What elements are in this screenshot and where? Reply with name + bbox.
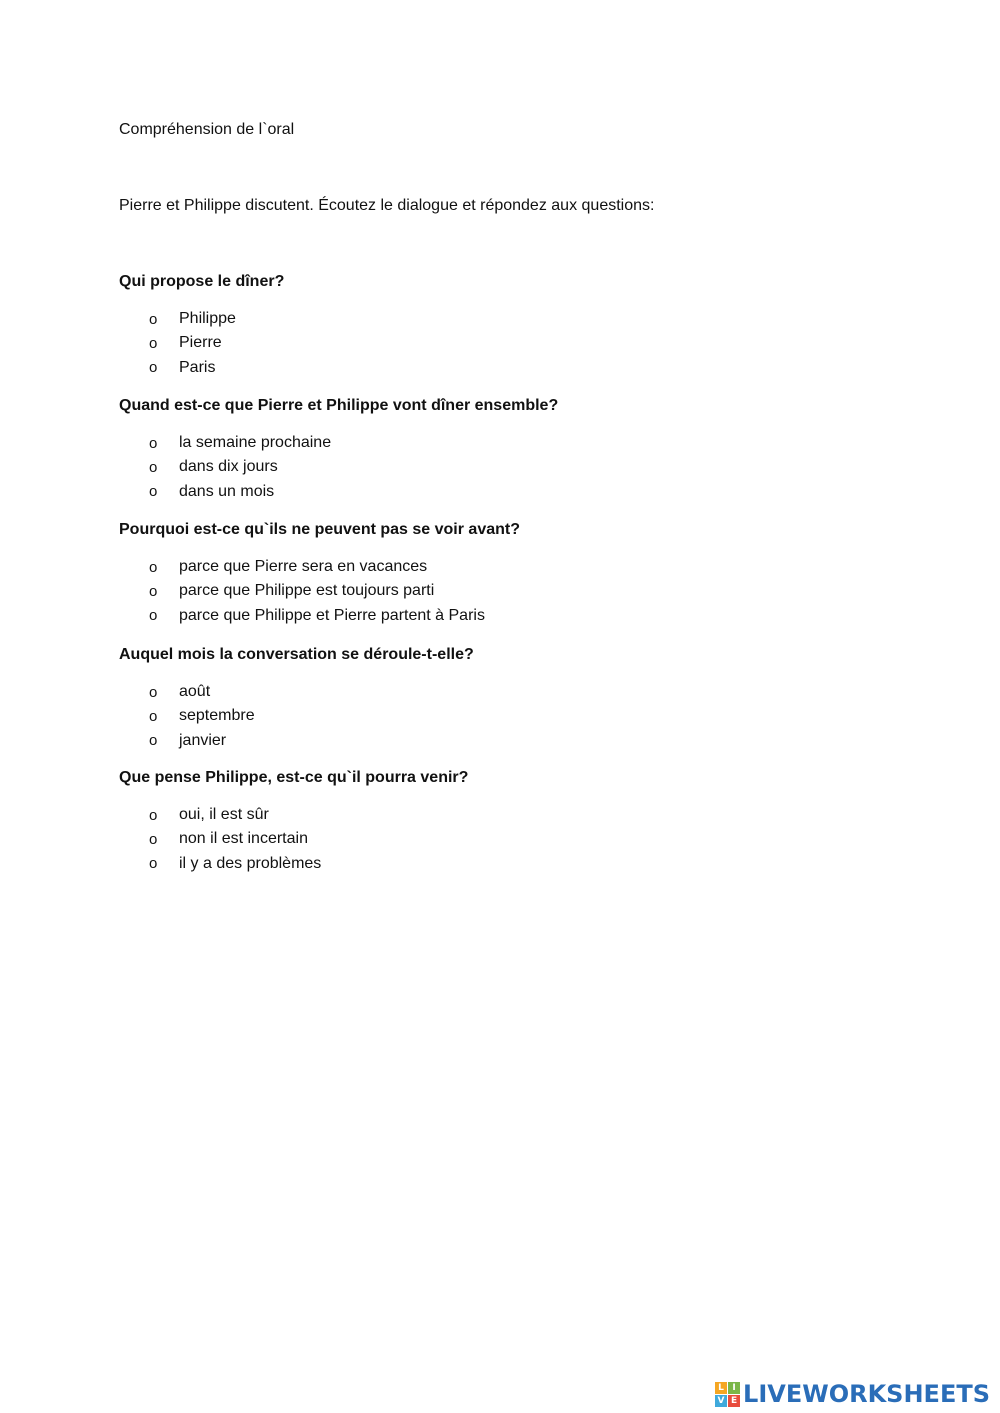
option-label: septembre — [179, 707, 255, 725]
answer-options — [119, 555, 879, 628]
radio-circle-icon[interactable]: o — [149, 458, 158, 476]
answer-option[interactable] — [119, 827, 879, 851]
answer-options — [119, 307, 879, 380]
answer-option[interactable] — [119, 704, 879, 728]
question-3 — [119, 519, 879, 628]
question-2 — [119, 395, 879, 504]
option-label: dans dix jours — [179, 458, 278, 476]
radio-circle-icon[interactable]: o — [149, 732, 158, 750]
liveworksheets-logo-icon — [715, 1382, 740, 1407]
answer-options — [119, 680, 879, 753]
document-title: Compréhension de l`oral — [119, 121, 295, 138]
question-1 — [119, 271, 879, 380]
logo-mark-letter: E — [728, 1395, 740, 1407]
option-label: parce que Philippe et Pierre partent à Paris — [179, 606, 485, 624]
answer-option[interactable] — [119, 307, 879, 331]
radio-circle-icon[interactable]: o — [149, 582, 158, 600]
radio-circle-icon[interactable]: o — [149, 434, 158, 452]
option-label: Philippe — [179, 310, 236, 328]
option-label: Pierre — [179, 334, 222, 352]
option-label: oui, il est sûr — [179, 806, 269, 824]
radio-circle-icon[interactable]: o — [149, 310, 158, 328]
answer-option[interactable] — [119, 604, 879, 628]
answer-option[interactable] — [119, 555, 879, 579]
question-4 — [119, 644, 879, 753]
logo-mark-letter: V — [715, 1395, 727, 1407]
logo-mark-letter: I — [728, 1382, 740, 1394]
question-text: Que pense Philippe, est-ce qu`il pourra venir? — [119, 769, 469, 786]
logo-text: LIVEWORKSHEETS — [743, 1380, 990, 1408]
answer-option[interactable] — [119, 431, 879, 455]
question-text: Quand est-ce que Pierre et Philippe vont dîner ensemble? — [119, 397, 559, 414]
radio-circle-icon[interactable]: o — [149, 607, 158, 625]
answer-option[interactable] — [119, 356, 879, 380]
logo-mark-letter: L — [715, 1382, 727, 1394]
instructions-text: Pierre et Philippe discutent. Écoutez le dialogue et répondez aux questions: — [119, 197, 655, 214]
answer-options — [119, 803, 879, 876]
option-label: janvier — [179, 731, 227, 749]
question-text: Auquel mois la conversation se déroule-t-elle? — [119, 646, 474, 663]
option-label: parce que Philippe est toujours parti — [179, 582, 435, 600]
question-text: Pourquoi est-ce qu`ils ne peuvent pas se voir avant? — [119, 521, 520, 538]
radio-circle-icon[interactable]: o — [149, 830, 158, 848]
answer-options — [119, 431, 879, 504]
answer-option[interactable] — [119, 729, 879, 753]
question-text: Qui propose le dîner? — [119, 273, 285, 290]
answer-option[interactable] — [119, 455, 879, 479]
option-label: parce que Pierre sera en vacances — [179, 558, 428, 576]
option-label: Paris — [179, 358, 216, 376]
question-5 — [119, 767, 879, 876]
liveworksheets-logo — [715, 1379, 990, 1409]
option-label: août — [179, 683, 211, 701]
answer-option[interactable] — [119, 852, 879, 876]
radio-circle-icon[interactable]: o — [149, 558, 158, 576]
radio-circle-icon[interactable]: o — [149, 483, 158, 501]
answer-option[interactable] — [119, 331, 879, 355]
answer-option[interactable] — [119, 579, 879, 603]
option-label: non il est incertain — [179, 830, 308, 848]
answer-option[interactable] — [119, 480, 879, 504]
option-label: il y a des problèmes — [179, 854, 322, 872]
answer-option[interactable] — [119, 680, 879, 704]
radio-circle-icon[interactable]: o — [149, 707, 158, 725]
radio-circle-icon[interactable]: o — [149, 855, 158, 873]
radio-circle-icon[interactable]: o — [149, 683, 158, 701]
option-label: dans un mois — [179, 482, 275, 500]
radio-circle-icon[interactable]: o — [149, 359, 158, 377]
radio-circle-icon[interactable]: o — [149, 806, 158, 824]
answer-option[interactable] — [119, 803, 879, 827]
radio-circle-icon[interactable]: o — [149, 334, 158, 352]
option-label: la semaine prochaine — [179, 434, 332, 452]
